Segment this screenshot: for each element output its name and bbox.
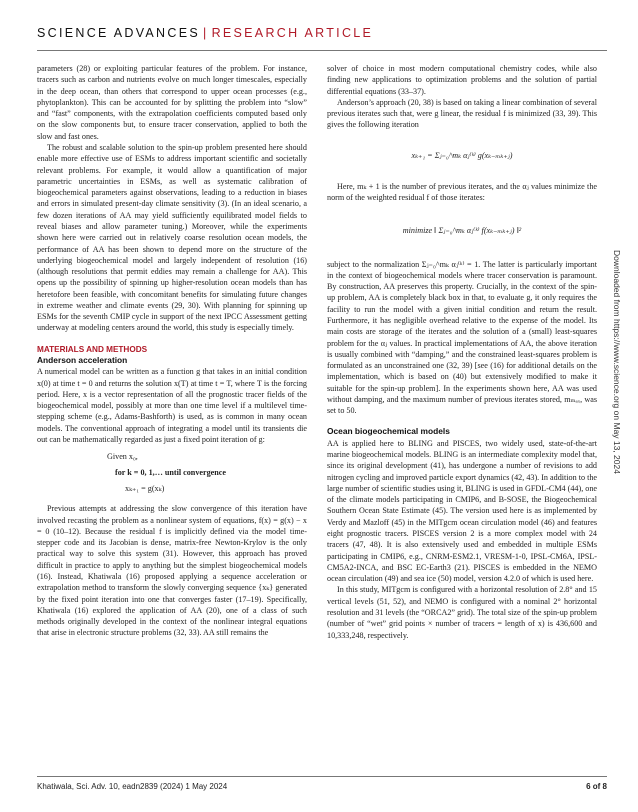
equation: xₖ₊₁ = Σⱼ₌₀^mₖ αⱼ⁽ᵏ⁾ g(xₖ₋ₘₖ₊ⱼ) <box>411 150 513 160</box>
equation: minimize ‖ Σⱼ₌₀^mₖ αⱼ⁽ᵏ⁾ f(xₖ₋ₘₖ₊ⱼ) ‖² <box>402 226 522 236</box>
page-number: 6 of 8 <box>586 782 607 791</box>
paragraph: A numerical model can be written as a function g that takes in an initial condition x(0) at time t = 0 and returns the solution x(T) at time t = T, where T is the forcing period. Here, x is a vector representation of all the prognostic tracer fields of the biogeochemical model, possibly at more than one time level if a multilevel time-stepping scheme (e.g., Adams-Bashforth) is used, as is common in many ocean models. The conventional approach of integrating a model until its transients die out can be mathematically regarded as just a fixed point iteration of g: <box>37 367 307 444</box>
algorithm-line: xₖ₊₁ = g(xₖ) <box>125 484 165 494</box>
algorithm-block <box>107 449 307 497</box>
footer-citation: Khatiwala, Sci. Adv. 10, eadn2839 (2024) 1 May 2024 <box>37 782 228 791</box>
journal-header <box>37 26 373 40</box>
paragraph: In this study, MITgcm is configured with a horizontal resolution of 2.8° and 15 vertical levels (51, 52), and NEMO is configured with a nominal 2° horizontal resolution and 31 levels (the “ORCA2” grid). The total size of the spin-up problem (number of “wet” grid points × number of tracers = length of x) is 436,600 and 10,333,248, respectively. <box>327 585 597 640</box>
algorithm-line: for k = 0, 1,… until convergence <box>115 468 226 478</box>
paragraph: Here, mₖ + 1 is the number of previous iterates, and the αⱼ values minimize the norm of the weighted residual f of those iterates: <box>327 181 597 202</box>
download-note-text: Downloaded from https://www.science.org on May 13, 2024 <box>612 250 622 474</box>
algorithm-line: Given x₀, <box>107 452 138 462</box>
paragraph: AA is applied here to BLING and PISCES, two widely used, state-of-the-art marine biogeochemical models. BLING is an intermediate complexity model that, since its original development (41), has undergone a number of revisions to add nitrogen cycling and improved particle export dynamics (42, 43). In addition to the large number of scientific studies using it, BLING is used in GFDL-CM4 (44), one of the climate models participating in CMIP6, and B-SOSE, the Biogeochemical Southern Ocean State Estimate (45). The version used here is as implemented by Verdy and Mazloff (45) in the MITgcm ocean circulation model (46) and features eight prognostic tracers. PISCES version 2 is a more complex model with 24 tracers (47, 48). It is also extensively used and embedded in multiple ESMs participating in CMIP6, e.g., CNRM-ESM2.1, VRESM-1-0, IPSL-CM6A, IPSL-CM5A2-INCA, and BSC EC-Earth3 (21). PISCES is embedded in the NEMO ocean circulation (49) and sea ice (50) model, version 4.2.0 of which is used here. <box>327 438 597 584</box>
left-column <box>37 63 307 639</box>
paragraph: solver of choice in most modern computational chemistry codes, while also finding new applications to optimization problems and the solution of partial differential equations (33–37). <box>327 64 597 96</box>
paragraph: The robust and scalable solution to the spin-up problem presented here should enable more effective use of ESMs to address important scientific and societally relevant problems. For example, it would allow a quantification of major parametric uncertainties in ESMs, as well as systematic calibration of biogeochemical parameters against observations, leading to a reduction in biases and errors in simulated present-day climate sensitivity (3). (In an ideal scenario, a few dozen iterations of AA may yield sufficiently equilibrated model fields to reveal biases and allow parameter tuning.) Moreover, while the experiments shown here were carried out in relatively coarse resolution ocean models, the performance of AA has been shown to depend more on the structure of the underlying biogeochemical model and largely independent of resolution (16) (although resolutions that permit eddies may remain a challenge for AA). This opens up the possibility of spinning up higher-resolution ocean models than has heretofore been feasible, with concomitant benefits for simulating future changes in extreme weather and climate events (29, 30). With planning for spinning up ESMs for the seventh CMIP cycle in support of the next IPCC Assessment getting underway at modeling centers around the world, this study is especially timely. <box>37 142 307 333</box>
download-side-note <box>610 250 624 650</box>
subsection-heading: Ocean biogeochemical models <box>327 426 450 437</box>
paragraph: parameters (28) or exploiting particular features of the problem. For instance, tracers such as carbon and nutrients evolve on much longer timescales, especially in the deep ocean, than others that correspond to upper ocean processes (e.g., phytoplankton). This can be accounted for by splitting the problem into “slow” and “fast” components, with the extrapolation coefficients computed based only on the slow components but, to ensure tracer conservation, applied to both the slow and fast ones. <box>37 64 307 141</box>
article-section: RESEARCH ARTICLE <box>211 26 374 40</box>
journal-brand: SCIENCE ADVANCES <box>37 26 200 40</box>
footer-rule <box>37 776 607 777</box>
header-rule <box>37 50 607 51</box>
paragraph: Previous attempts at addressing the slow convergence of this iteration have involved recasting the problem as a nonlinear system of equations, f(x) = g(x) − x = 0 (10–12). Because the residual f is implicitly defined via the model time-stepper code and its Jacobian is dense, matrix-free Newton-Krylov is the only practical way to solve this system (31). However, this approach has proved difficult in practice to apply to anything but the simplest biogeochemical models (16). Instead, Khatiwala (16) proposed applying a sequence acceleration or extrapolation method to transform the slowly converging sequence {xₖ} generated by the fixed point iteration into one that converges faster (17–19). Specifically, Khatiwala (16) explored the application of AA (20), one of a class of such methods originally developed in the context of the nonlinear integral equations that arise in electronic structure problems (32, 33). AA still remains the <box>37 504 307 638</box>
right-column <box>327 63 597 641</box>
header-separator: | <box>203 26 209 40</box>
paragraph: Anderson’s approach (20, 38) is based on taking a linear combination of several previous iterates such that, were g linear, the residual f is minimized (33, 39). This gives the following iteration <box>327 97 597 130</box>
section-heading: MATERIALS AND METHODS <box>37 344 148 354</box>
subsection-heading: Anderson acceleration <box>37 355 128 366</box>
paragraph: subject to the normalization Σⱼ₌₀^mₖ αⱼ⁽ᵏ⁾ = 1. The latter is particularly important in the context of biogeochemical models where tracer conservation is paramount. By construction, AA preserves this property. Crucially, in the context of the spin-up problem, AA is completely black box in that, to evaluate g, it only requires the facility to run the model with a given initial condition and return the result. Furthermore, it has negligible overhead relative to the expense of the model. Its main costs are storage of the iterates and the solution of a (small) least-squares problem for the αⱼ values. In practical implementations of AA, the above iteration is usually combined with “damping,” and the constrained least-squares problem is formulated as an unconstrained one (32, 39) [see (16) for additional details on the implementation, which is based on (40) but extensively modified to make it suitable for the spin-up problem]. In the experiments shown here, AA was used without damping, and the maximum number of previous iterates stored, mₘₐₓ, was set to 50. <box>327 259 597 416</box>
